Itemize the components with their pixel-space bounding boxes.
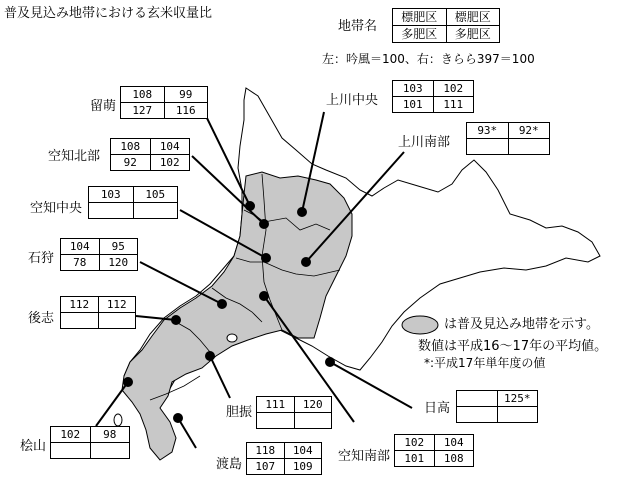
value-cell: 92 (111, 155, 151, 171)
region-label-sorachi-hokubu: 空知北部 (48, 149, 101, 164)
region-label-hidaka: 日高 (424, 401, 451, 416)
region-label-kamikawa-chuo: 上川中央 (326, 93, 379, 108)
region-table-oshima (246, 442, 322, 475)
value-cell (457, 407, 498, 423)
value-cell: 125* (497, 391, 538, 407)
value-cell: 95 (99, 239, 138, 255)
key-table (392, 8, 500, 43)
region-table-sorachi-hokubu (110, 138, 190, 171)
value-cell: 92* (508, 123, 550, 139)
island-rishiri (227, 334, 237, 342)
region-label-kamikawa-nanbu: 上川南部 (398, 135, 451, 150)
region-label-rumoi: 留萌 (90, 99, 117, 114)
region-table-iburi (256, 396, 332, 429)
legend-swatch (400, 314, 440, 336)
value-cell: 112 (61, 297, 99, 313)
key-cell: 標肥区 (393, 9, 447, 26)
value-cell: 107 (247, 459, 285, 475)
island-okushiri (114, 414, 122, 426)
value-cell: 104 (284, 443, 322, 459)
region-table-kamikawa-nanbu (466, 122, 550, 155)
value-cell: 108 (121, 87, 165, 103)
value-cell: 118 (247, 443, 285, 459)
value-cell: 102 (433, 81, 474, 97)
value-cell: 101 (393, 97, 434, 113)
region-table-shiribeshi (60, 296, 136, 329)
value-cell (89, 203, 134, 219)
value-cell (497, 407, 538, 423)
value-cell (51, 443, 91, 459)
value-cell: 109 (284, 459, 322, 475)
region-label-sorachi-chuo: 空知中央 (30, 201, 83, 216)
value-cell: 108 (434, 451, 474, 467)
legend-note: *:平成17年単年度の値 (424, 356, 546, 370)
value-cell: 111 (257, 397, 295, 413)
value-cell: 104 (61, 239, 100, 255)
key-cell: 標肥区 (446, 9, 500, 26)
value-cell: 120 (99, 255, 138, 271)
region-table-sorachi-nanbu (394, 434, 474, 467)
value-cell: 99 (164, 87, 208, 103)
value-cell (61, 313, 99, 329)
value-cell (90, 443, 130, 459)
region-label-sorachi-nanbu: 空知南部 (338, 449, 391, 464)
key-cell: 多肥区 (446, 26, 500, 43)
value-cell: 127 (121, 103, 165, 119)
region-table-sorachi-chuo (88, 186, 178, 219)
region-label-oshima: 渡島 (216, 457, 243, 472)
page-title: 普及見込み地帯における玄米収量比 (4, 6, 213, 21)
region-label-iburi: 胆振 (226, 405, 253, 420)
value-cell (98, 313, 136, 329)
region-label-hiyama: 桧山 (20, 439, 47, 454)
value-cell (133, 203, 178, 219)
value-cell: 103 (393, 81, 434, 97)
legend-label: は普及見込み地帯を示す。 (444, 317, 599, 332)
value-cell: 98 (90, 427, 130, 443)
region-table-hidaka (456, 390, 538, 423)
value-cell: 108 (111, 139, 151, 155)
value-cell (257, 413, 295, 429)
value-cell: 102 (51, 427, 91, 443)
value-cell: 104 (434, 435, 474, 451)
region-label-ishikari: 石狩 (28, 251, 55, 266)
value-cell: 102 (395, 435, 435, 451)
key-cell: 多肥区 (393, 26, 447, 43)
region-table-kamikawa-chuo (392, 80, 474, 113)
value-cell: 101 (395, 451, 435, 467)
value-cell: 116 (164, 103, 208, 119)
value-cell: 120 (294, 397, 332, 413)
value-cell (457, 391, 498, 407)
value-cell: 102 (150, 155, 190, 171)
value-cell: 111 (433, 97, 474, 113)
value-cell: 112 (98, 297, 136, 313)
value-cell: 78 (61, 255, 100, 271)
value-cell (294, 413, 332, 429)
value-cell: 103 (89, 187, 134, 203)
region-table-ishikari (60, 238, 138, 271)
value-cell (467, 139, 509, 155)
value-cell (508, 139, 550, 155)
value-cell: 93* (467, 123, 509, 139)
value-cell: 105 (133, 187, 178, 203)
region-label-shiribeshi: 後志 (28, 311, 55, 326)
key-label: 地帯名 (338, 19, 378, 34)
region-table-hiyama (50, 426, 130, 459)
legend-note: 数値は平成16～17年の平均値。 (418, 339, 608, 354)
region-table-rumoi (120, 86, 208, 119)
key-caption: 左：吟風＝100、右：きらら397＝100 (322, 52, 535, 66)
value-cell: 104 (150, 139, 190, 155)
